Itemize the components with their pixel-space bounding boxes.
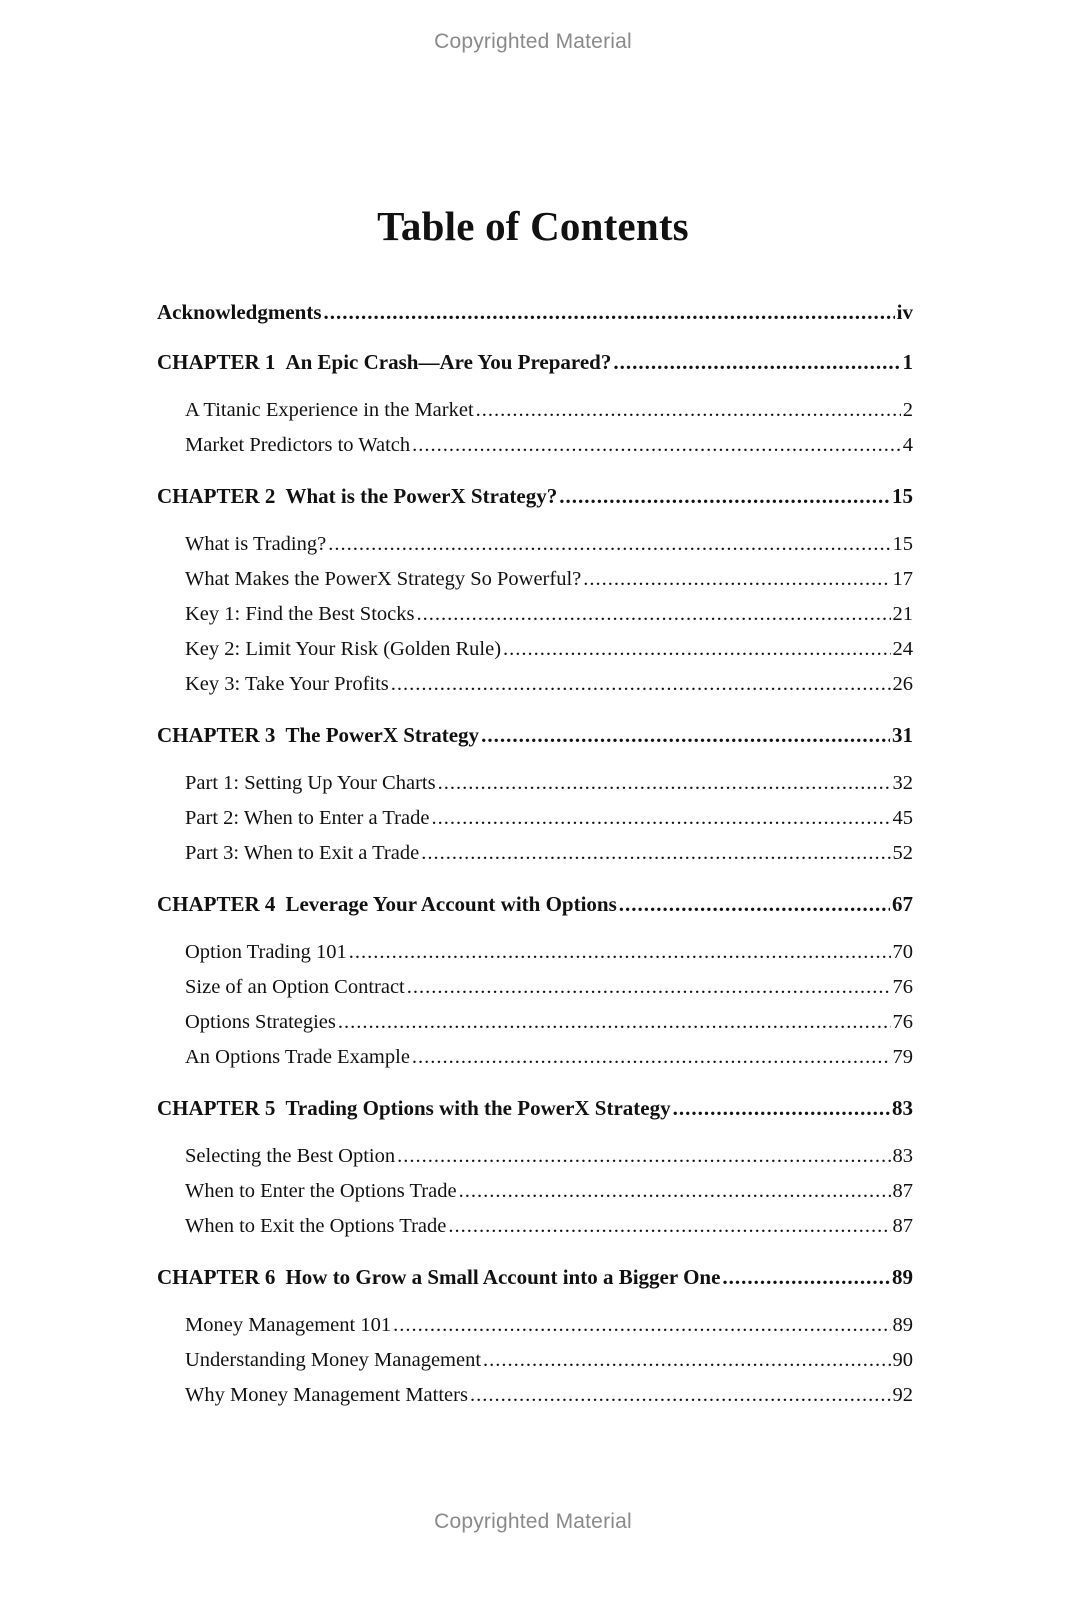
- chapter-number: CHAPTER 3: [157, 723, 276, 747]
- chapter-sections: [157, 533, 913, 708]
- dot-leader: [397, 1145, 890, 1168]
- chapter-sections: [157, 772, 913, 877]
- dot-leader: [431, 807, 890, 830]
- toc-entry-label: Acknowledgments: [157, 300, 322, 324]
- dot-leader: [324, 300, 895, 325]
- dot-leader: [349, 941, 891, 964]
- section-title: Key 2: Limit Your Risk (Golden Rule): [185, 638, 502, 660]
- table-of-contents: [157, 300, 913, 1419]
- toc-page-number: 87: [892, 1180, 913, 1202]
- toc-section-entry[interactable]: [157, 941, 913, 976]
- toc-section-entry[interactable]: [157, 434, 913, 469]
- toc-page-number: 32: [892, 772, 913, 794]
- section-title: What is Trading?: [185, 533, 327, 555]
- dot-leader: [481, 723, 890, 748]
- chapter-heading: [157, 723, 479, 748]
- toc-page-number: 76: [892, 1011, 913, 1033]
- copyright-watermark-top: Copyrighted Material: [434, 30, 632, 53]
- toc-page-number: 87: [892, 1215, 913, 1237]
- dot-leader: [613, 350, 900, 375]
- chapter-number: CHAPTER 2: [157, 484, 276, 508]
- toc-section-entry[interactable]: [157, 1046, 913, 1081]
- toc-section-entry[interactable]: [157, 772, 913, 807]
- dot-leader: [476, 399, 901, 422]
- chapter-heading: [157, 892, 617, 917]
- toc-page-number: 21: [892, 603, 913, 625]
- toc-chapter-6[interactable]: [157, 1265, 913, 1300]
- section-title: Part 2: When to Enter a Trade: [185, 807, 430, 829]
- chapter-heading: [157, 484, 557, 509]
- dot-leader: [328, 533, 890, 556]
- toc-section-entry[interactable]: [157, 1180, 913, 1215]
- section-title: Market Predictors to Watch: [185, 434, 411, 456]
- dot-leader: [412, 434, 901, 457]
- toc-section-entry[interactable]: [157, 638, 913, 673]
- chapter-heading: [157, 1265, 720, 1290]
- toc-section-entry[interactable]: [157, 1384, 913, 1419]
- dot-leader: [722, 1265, 890, 1290]
- toc-section-entry[interactable]: [157, 976, 913, 1011]
- toc-page-number: 79: [892, 1046, 913, 1068]
- dot-leader: [459, 1180, 891, 1203]
- dot-leader: [338, 1011, 891, 1034]
- toc-chapter-4[interactable]: [157, 892, 913, 927]
- toc-page-number: 31: [892, 723, 913, 747]
- dot-leader: [619, 892, 890, 917]
- toc-page-number: 89: [892, 1314, 913, 1336]
- section-title: Understanding Money Management: [185, 1349, 482, 1371]
- toc-page-number: 92: [892, 1384, 913, 1406]
- section-title: Part 1: Setting Up Your Charts: [185, 772, 436, 794]
- toc-page-number: 17: [892, 568, 913, 590]
- section-title: Size of an Option Contract: [185, 976, 405, 998]
- toc-page-number: 15: [892, 533, 913, 555]
- section-title: Options Strategies: [185, 1011, 336, 1033]
- toc-section-entry[interactable]: [157, 1215, 913, 1250]
- chapter-title: Trading Options with the PowerX Strategy: [285, 1096, 671, 1120]
- chapter-heading: [157, 1096, 671, 1121]
- dot-leader: [448, 1215, 890, 1238]
- toc-page-number: 76: [892, 976, 913, 998]
- section-title: Selecting the Best Option: [185, 1145, 396, 1167]
- toc-page-number: 89: [892, 1265, 913, 1289]
- toc-page-number: 26: [892, 673, 913, 695]
- chapter-title: The PowerX Strategy: [285, 723, 480, 747]
- toc-page-number: 4: [902, 434, 913, 456]
- section-title: What Makes the PowerX Strategy So Powerful?: [185, 568, 582, 590]
- toc-page-number: 90: [892, 1349, 913, 1371]
- toc-chapter-5[interactable]: [157, 1096, 913, 1131]
- dot-leader: [559, 484, 890, 509]
- toc-page-number: 83: [892, 1145, 913, 1167]
- section-title: Key 1: Find the Best Stocks: [185, 603, 415, 625]
- section-title: Money Management 101: [185, 1314, 392, 1336]
- section-title: Key 3: Take Your Profits: [185, 673, 389, 695]
- chapter-heading: [157, 350, 611, 375]
- chapter-number: CHAPTER 4: [157, 892, 276, 916]
- toc-section-entry[interactable]: [157, 399, 913, 434]
- dot-leader: [416, 603, 890, 626]
- toc-section-entry[interactable]: [157, 807, 913, 842]
- dot-leader: [583, 568, 890, 591]
- toc-section-entry[interactable]: [157, 1145, 913, 1180]
- toc-section-entry[interactable]: [157, 673, 913, 708]
- toc-section-entry[interactable]: [157, 603, 913, 638]
- section-title: An Options Trade Example: [185, 1046, 410, 1068]
- dot-leader: [438, 772, 891, 795]
- dot-leader: [421, 842, 890, 865]
- toc-section-entry[interactable]: [157, 533, 913, 568]
- toc-page-number: 15: [892, 484, 913, 508]
- chapter-title: What is the PowerX Strategy?: [285, 484, 558, 508]
- toc-page-number: 70: [892, 941, 913, 963]
- copyright-watermark-bottom: Copyrighted Material: [434, 1510, 632, 1533]
- toc-entry-acknowledgments[interactable]: [157, 300, 913, 335]
- chapter-title: Leverage Your Account with Options: [285, 892, 617, 916]
- section-title: Why Money Management Matters: [185, 1384, 468, 1406]
- toc-chapter-3[interactable]: [157, 723, 913, 758]
- chapter-sections: [157, 941, 913, 1081]
- dot-leader: [407, 976, 891, 999]
- toc-page-number: iv: [896, 300, 913, 324]
- toc-page-number: 2: [902, 399, 913, 421]
- chapter-number: CHAPTER 1: [157, 350, 276, 374]
- toc-section-entry[interactable]: [157, 842, 913, 877]
- section-title: Option Trading 101: [185, 941, 347, 963]
- toc-chapter-1[interactable]: [157, 350, 913, 385]
- toc-page-number: 1: [902, 350, 913, 374]
- section-title: A Titanic Experience in the Market: [185, 399, 474, 421]
- toc-section-entry[interactable]: [157, 1314, 913, 1349]
- section-title: When to Exit the Options Trade: [185, 1215, 447, 1237]
- toc-section-entry[interactable]: [157, 1011, 913, 1046]
- chapter-sections: [157, 399, 913, 469]
- toc-section-entry[interactable]: [157, 1349, 913, 1384]
- dot-leader: [483, 1349, 890, 1372]
- section-title: Part 3: When to Exit a Trade: [185, 842, 420, 864]
- toc-page-number: 52: [892, 842, 913, 864]
- dot-leader: [393, 1314, 890, 1337]
- toc-page-number: 83: [892, 1096, 913, 1120]
- dot-leader: [391, 673, 891, 696]
- toc-page-number: 67: [892, 892, 913, 916]
- dot-leader: [470, 1384, 891, 1407]
- section-title: When to Enter the Options Trade: [185, 1180, 457, 1202]
- chapter-number: CHAPTER 6: [157, 1265, 276, 1289]
- chapter-title: An Epic Crash—Are You Prepared?: [285, 350, 612, 374]
- chapter-number: CHAPTER 5: [157, 1096, 276, 1120]
- chapter-title: How to Grow a Small Account into a Bigger One: [285, 1265, 721, 1289]
- dot-leader: [503, 638, 890, 661]
- dot-leader: [412, 1046, 891, 1069]
- dot-leader: [673, 1096, 890, 1121]
- chapter-sections: [157, 1314, 913, 1419]
- chapter-sections: [157, 1145, 913, 1250]
- toc-section-entry[interactable]: [157, 568, 913, 603]
- page-title: Table of Contents: [377, 203, 689, 249]
- toc-page-number: 24: [892, 638, 913, 660]
- toc-chapter-2[interactable]: [157, 484, 913, 519]
- toc-page-number: 45: [892, 807, 913, 829]
